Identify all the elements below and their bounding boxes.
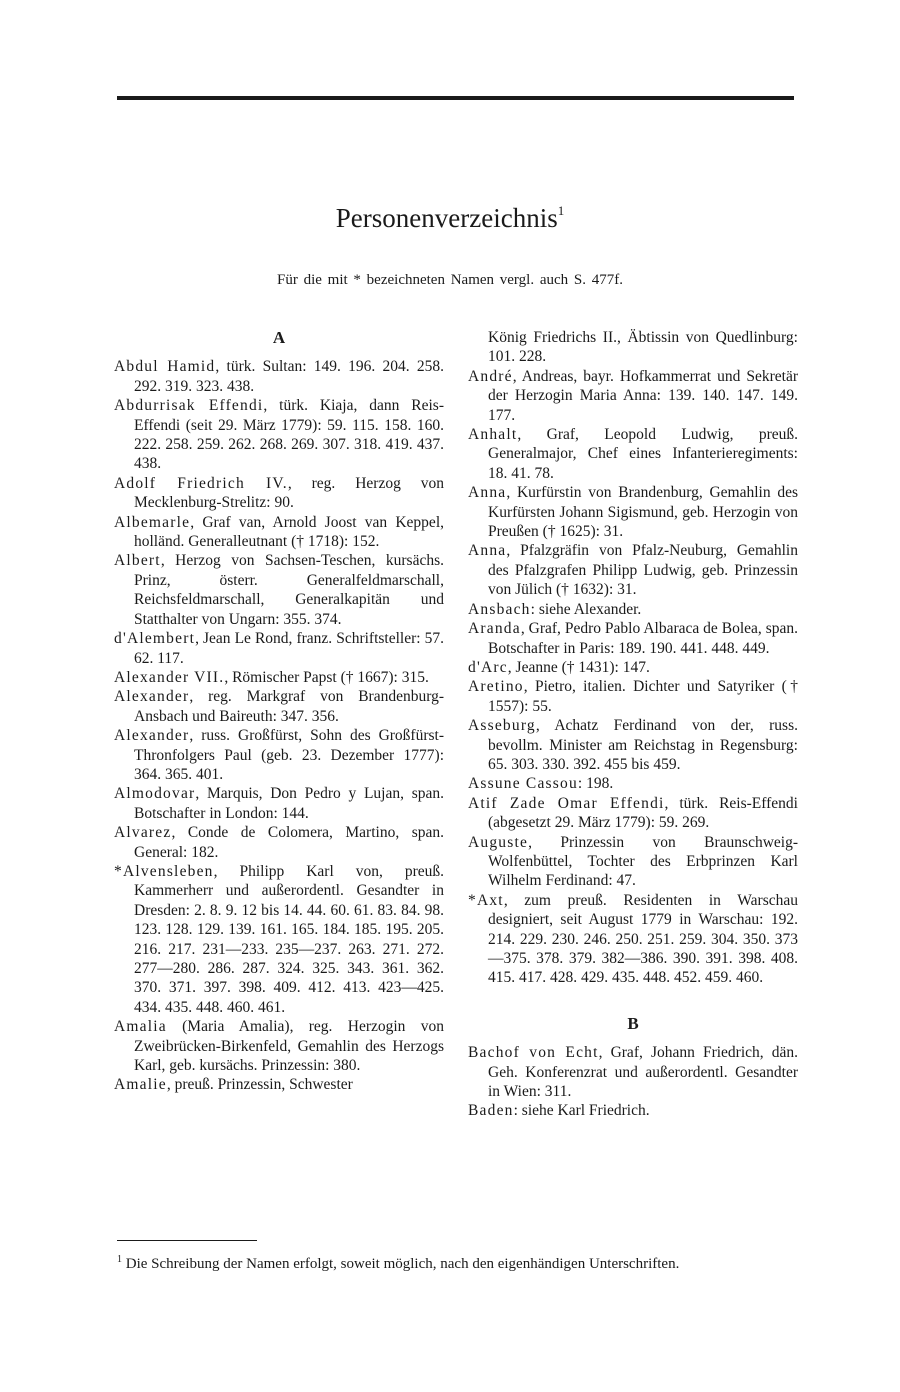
index-entry (468, 367, 798, 425)
entry-name: Abdul Hamid (114, 358, 216, 376)
title-footnote-mark: 1 (557, 203, 565, 218)
entry-text: , Pietro, italien. Dichter und Satyriker († 1557): 55. (488, 678, 798, 715)
index-entry (114, 396, 444, 474)
entry-text: , reg. Herzog von Mecklenburg-Strelitz: 90. (134, 474, 444, 512)
entry-text: , Achatz Ferdinand von der, russ. bevollm. Minister am Reichstag in Regensburg: 65. 303. 330. 392. 455 bis 459. (488, 717, 798, 773)
index-entry (468, 716, 798, 774)
index-entry (114, 357, 444, 396)
entry-name: Almodovar (114, 785, 196, 803)
entry-text: , Marquis, Don Pedro y Lujan, span. Botschafter in London: 144. (134, 785, 444, 822)
page-subtitle: Für die mit * bezeichneten Namen vergl. auch S. 477f. (277, 272, 623, 288)
entry-name: d'Alembert (114, 630, 196, 648)
entry-text: , Jeanne († 1431): 147. (507, 658, 650, 676)
entry-text: , Graf, Leopold Ludwig, preuß. Generalmajor, Chef eines Infanterieregiments: 18. 41. 78. (488, 426, 798, 482)
footnote-text: Die Schreibung der Namen erfolgt, soweit möglich, nach den eigenhändigen Unterschriften. (122, 1256, 680, 1272)
entry-text: , Pfalzgräfin von Pfalz-Neuburg, Gemahlin des Pfalzgrafen Philipp Ludwig, geb. Prinzessin von Jülich († 1632): 31. (488, 542, 798, 599)
index-entry (468, 1043, 798, 1101)
entry-text: , preuß. Prinzessin, Schwester (166, 1076, 353, 1094)
footnote (117, 1250, 799, 1274)
footnote-mark: 1 (117, 1254, 122, 1265)
entry-name: d'Arc (468, 658, 508, 676)
top-rule (117, 96, 794, 100)
index-entry (114, 629, 444, 668)
entry-name: Albert (114, 552, 161, 570)
entry-name: Albemarle (114, 513, 191, 531)
entry-text: , Andreas, bayr. Hofkammerrat und Sekretär der Herzogin Maria Anna: 139. 140. 147. 149. 177. (488, 367, 798, 424)
entry-name: *Alvensleben (114, 862, 214, 880)
index-entry (114, 784, 444, 823)
entry-text: , Römischer Papst († 1667): 315. (224, 668, 429, 686)
entry-text: , Conde de Colomera, Martino, span. General: 182. (134, 824, 444, 861)
index-entry (468, 833, 798, 891)
entry-name: Adolf Friedrich IV. (114, 474, 288, 492)
entry-name: Bachof von Echt (468, 1044, 599, 1062)
entry-text: , Graf, Johann Friedrich, dän. Geh. Konferenzrat und außerordentl. Gesandter in Wien: 311. (488, 1044, 798, 1101)
entry-text: , türk. Reis-Effendi (abgesetzt 29. März 1779): 59. 269. (488, 794, 798, 832)
entry-text: , Kurfürstin von Brandenburg, Gemahlin des Kurfürsten Johann Sigismund, geb. Herzogin von Preußen († 1625): 31. (488, 484, 798, 541)
entry-name: Anna (468, 484, 507, 502)
entry-name: Auguste (468, 833, 529, 851)
index-entry (114, 687, 444, 726)
index-entry (114, 1017, 444, 1075)
entry-text: : siehe Karl Friedrich. (513, 1102, 650, 1120)
entry-name: Anhalt (468, 426, 518, 444)
entry-text: (Maria Amalia), reg. Herzogin von Zweibrücken-Birkenfeld, Gemahlin des Herzogs Karl, geb. kursächs. Prinzessin: 380. (134, 1018, 444, 1075)
index-entry (468, 483, 798, 541)
index-entry (468, 677, 798, 716)
index-entry (468, 891, 798, 988)
entry-name: Ansbach (468, 600, 531, 618)
index-entry (468, 541, 798, 599)
index-entry (114, 823, 444, 862)
entry-text: , zum preuß. Residenten in Warschau designiert, seit August 1779 in Warschau: 192. 214. 229. 230. 246. 250. 251. 259. 304. 350. 373—375. 378. 379. 382—386. 390. 391. 398. 408. 415. 417. 428. 429. 435. 448. 452. 459. 460. (488, 891, 798, 987)
index-entry (114, 551, 444, 629)
index-entry (468, 794, 798, 833)
index-entry (114, 862, 444, 1017)
entry-text: , türk. Sultan: 149. 196. 204. 258. 292. 319. 323. 438. (134, 358, 445, 395)
entry-name: Assune Cassou (468, 775, 578, 793)
entry-name: *Axt (468, 891, 504, 909)
entry-name: Atif Zade Omar Effendi (468, 794, 665, 812)
entry-name: Amalia (114, 1018, 167, 1036)
entry-text: , Graf van, Arnold Joost van Keppel, holländ. Generalleutnant († 1718): 152. (134, 513, 444, 551)
index-entry (468, 1101, 798, 1120)
entry-name: Asseburg (468, 717, 536, 735)
entry-text: , russ. Großfürst, Sohn des Großfürst-Thronfolgers Paul (geb. 23. Dezember 1777): 364. 365. 401. (134, 727, 444, 783)
page-title (0, 203, 900, 234)
index-entry (468, 600, 798, 619)
entry-text: , Prinzessin von Braunschweig-Wolfenbüttel, Tochter des Erbprinzen Karl Wilhelm Ferdinand: 47. (488, 833, 798, 890)
index-entry (468, 328, 798, 367)
entry-name: Alexander VII. (114, 668, 225, 686)
right-column (468, 328, 798, 1121)
index-entry (114, 513, 444, 552)
index-entry (114, 668, 444, 687)
right-entries-a (468, 328, 798, 988)
footnote-rule (117, 1240, 257, 1241)
index-entry (114, 726, 444, 784)
entry-text: , türk. Kiaja, dann Reis-Effendi (seit 29. März 1779): 59. 115. 158. 160. 222. 258. 259. 262. 268. 269. 307. 318. 419. 437. 438. (134, 397, 444, 473)
section-letter-a: A (272, 328, 286, 347)
entry-text: , Jean Le Rond, franz. Schriftsteller: 57. 62. 117. (134, 630, 444, 667)
section-letter-b: B (627, 1013, 639, 1033)
index-entry (468, 425, 798, 483)
left-entries (114, 357, 444, 1094)
index-entry (114, 1075, 444, 1094)
entry-name: André (468, 367, 513, 385)
entry-name: Baden (468, 1102, 514, 1120)
entry-name: Alvarez (114, 824, 172, 842)
entry-name: Aranda (468, 620, 521, 638)
entry-name: Aretino (468, 678, 524, 696)
index-entry (468, 774, 798, 793)
entry-name: Alexander (114, 727, 190, 745)
index-entry (114, 474, 444, 513)
entry-text: , Graf, Pedro Pablo Albaraca de Bolea, span. Botschafter in Paris: 189. 190. 441. 448. 449. (488, 620, 798, 657)
entry-name: Amalie (114, 1076, 167, 1094)
entry-name: Anna (468, 542, 507, 560)
title-text: Personenverzeichnis (335, 203, 558, 233)
entry-text: : 198. (577, 775, 614, 793)
entry-text: , Philipp Karl von, preuß. Kammerherr und außerordentl. Gesandter in Dresden: 2. 8. 9. 12 bis 14. 44. 60. 61. 83. 84. 98. 123. 128. 129. 139. 161. 165. 184. 185. 195. 205. 216. 217. 231—233. 235—237. 263. 271. 272. 277—280. 286. 287. 324. 325. 343. 361. 362. 370. 371. 397. 398. 409. 412. 413. 423—425. 434. 435. 448. 460. 461. (134, 862, 444, 1016)
entry-text: : siehe Alexander. (530, 600, 642, 618)
index-entry (468, 619, 798, 658)
entry-text: König Friedrichs II., Äbtissin von Quedlinburg: 101. 228. (488, 329, 798, 366)
entry-text: , Herzog von Sachsen-Teschen, kursächs. Prinz, österr. Generalfeldmarschall, Reichsfeldmarschall, Generalkapitän und Statthalter von Ungarn: 355. 374. (134, 552, 444, 628)
right-entries-b (468, 1043, 798, 1121)
entry-name: Alexander (114, 688, 190, 706)
entry-name: Abdurrisak Effendi (114, 397, 264, 415)
index-entry (468, 658, 798, 677)
left-column (114, 328, 444, 1095)
entry-text: , reg. Markgraf von Brandenburg-Ansbach und Baireuth: 347. 356. (134, 688, 444, 725)
